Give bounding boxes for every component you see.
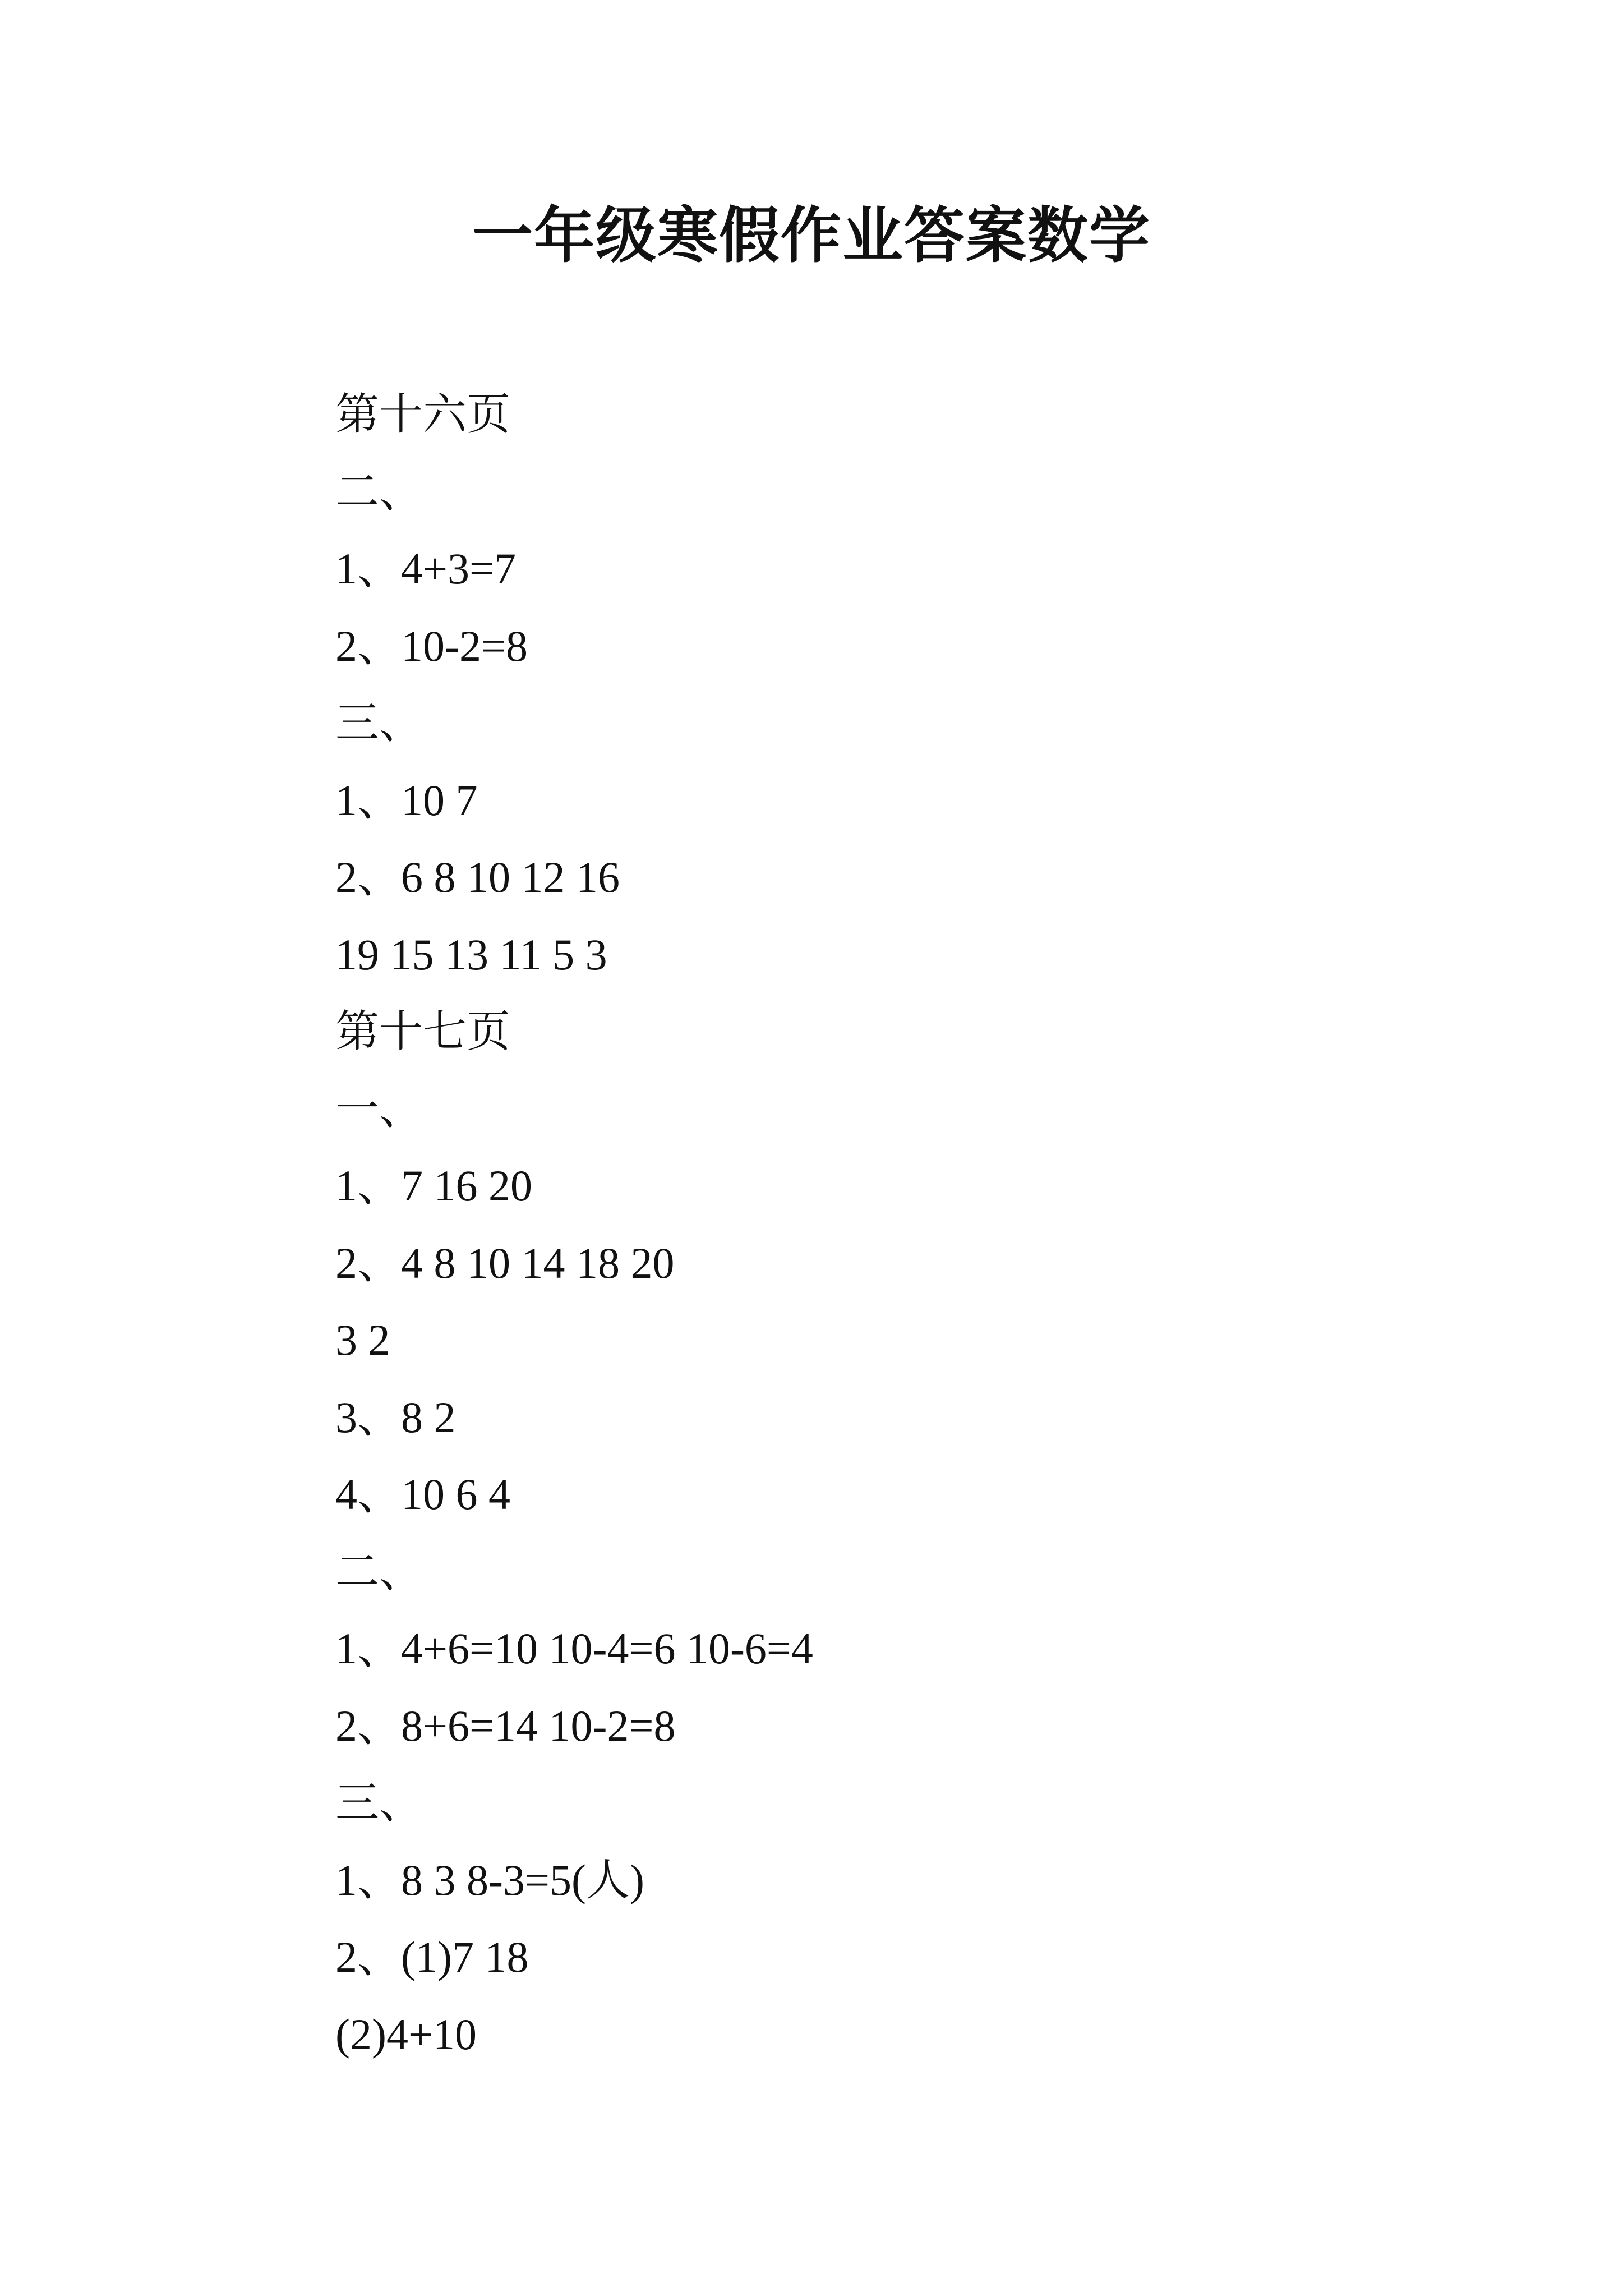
answer-line: 第十六页 — [335, 390, 511, 439]
answer-line: 4、10 6 4 — [335, 1470, 511, 1519]
answer-line: 2、8+6=14 10-2=8 — [335, 1701, 676, 1750]
answer-line: 19 15 13 11 5 3 — [335, 930, 607, 979]
answer-line: 1、10 7 — [335, 775, 478, 825]
answer-line: 三、 — [335, 1778, 423, 1827]
answer-line: (2)4+10 — [335, 2009, 477, 2059]
answer-line: 2、6 8 10 12 16 — [335, 853, 620, 901]
answer-line: 2、(1)7 18 — [335, 1932, 529, 1981]
answer-line: 3、8 2 — [335, 1392, 456, 1442]
answer-line: 二、 — [335, 1547, 423, 1596]
answer-line: 1、8 3 8-3=5(人) — [335, 1855, 644, 1904]
answer-line: 第十七页 — [335, 1007, 511, 1056]
answer-line: 一、 — [335, 1084, 423, 1133]
answer-line: 2、4 8 10 14 18 20 — [335, 1238, 675, 1287]
answer-line: 二、 — [335, 467, 423, 516]
answer-line: 1、4+3=7 — [335, 544, 516, 593]
answer-line: 3 2 — [335, 1315, 390, 1364]
answer-line: 2、10-2=8 — [335, 621, 528, 670]
answer-list — [335, 376, 1513, 2073]
document-title: 一年级寒假作业答案数学 — [472, 200, 1151, 271]
answer-line: 1、4+6=10 10-4=6 10-6=4 — [335, 1624, 813, 1673]
answer-line: 1、7 16 20 — [335, 1161, 533, 1210]
answer-line: 三、 — [335, 698, 423, 747]
